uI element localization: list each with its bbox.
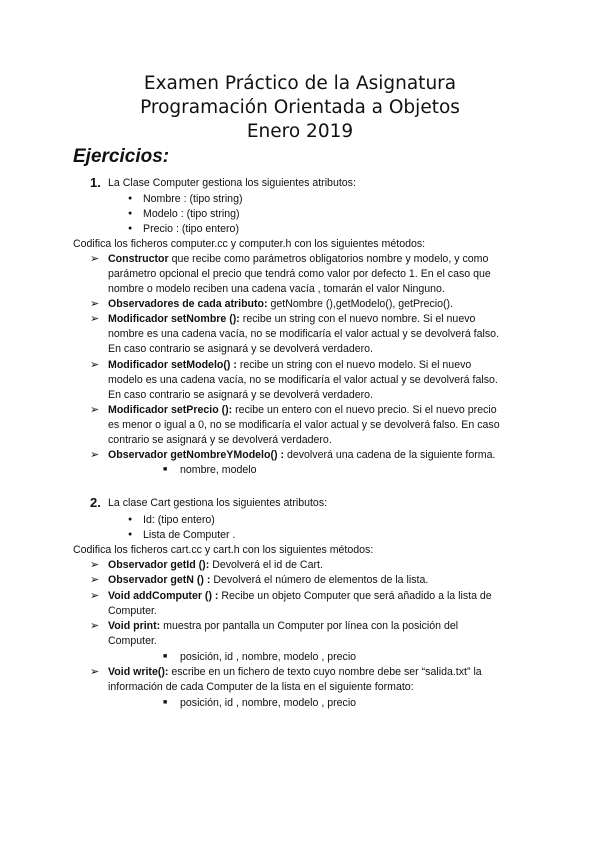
- ex2-method-4-line-2: Computer.: [108, 635, 157, 647]
- ex1-method-5-line-3: contrario se asignará y se devolverá verdadero.: [108, 434, 332, 446]
- square-bullet-icon: ■: [163, 653, 168, 660]
- ex1-codifica: Codifica los ficheros computer.cc y computer.h con los siguientes métodos:: [73, 238, 426, 250]
- exercise-2-number: 2.: [90, 495, 101, 510]
- title-line-2: Programación Orientada a Objetos: [140, 97, 460, 118]
- ex2-method-2: Observador getN () : Devolverá el número de elementos de la lista.: [108, 574, 429, 586]
- arrow-icon: ➢: [90, 359, 100, 371]
- bullet-icon: ●: [128, 516, 133, 523]
- ex2-attr-2: Lista de Computer .: [143, 529, 236, 541]
- ex1-method-1-line-3: nombre o modelo reciben una cadena vacía , tomarán el valor Ninguno.: [108, 283, 445, 295]
- ex2-codifica: Codifica los ficheros cart.cc y cart.h con los siguientes métodos:: [73, 544, 374, 556]
- ex1-attr-2: Modelo : (tipo string): [143, 208, 240, 220]
- bullet-icon: ●: [128, 531, 133, 538]
- ex1-method-4-line-2: modelo es una cadena vacía, no se modificaría el valor actual y se devolverá falso.: [108, 374, 498, 386]
- ex1-method-4-line-3: En caso contrario se asignará y se devolverá verdadero.: [108, 389, 373, 401]
- ex2-method-3-line-2: Computer.: [108, 605, 157, 617]
- ex2-method-4-format: posición, id , nombre, modelo , precio: [180, 651, 357, 663]
- arrow-icon: ➢: [90, 253, 100, 265]
- arrow-icon: ➢: [90, 590, 100, 602]
- arrow-icon: ➢: [90, 559, 100, 571]
- ex1-method-3-line-2: nombre es una cadena vacía, no se modificaría el valor actual y se devolverá falso.: [108, 328, 500, 340]
- section-heading: Ejercicios:: [73, 146, 170, 167]
- arrow-icon: ➢: [90, 449, 100, 461]
- ex1-method-2: Observadores de cada atributo: getNombre (),getModelo(), getPrecio().: [108, 298, 454, 310]
- ex2-method-4: Void print: muestra por pantalla un Computer por línea con la posición del: [108, 620, 459, 632]
- arrow-icon: ➢: [90, 404, 100, 416]
- ex2-method-3: Void addComputer () : Recibe un objeto Computer que será añadido a la lista de: [108, 590, 492, 602]
- ex1-method-1: Constructor que recibe como parámetros obligatorios nombre y modelo, y como: [108, 253, 489, 265]
- ex1-method-1-line-2: parámetro opcional el precio que tendrá como valor por defecto 1. En el caso que: [108, 268, 491, 280]
- exercise-1-intro: La Clase Computer gestiona los siguientes atributos:: [108, 177, 356, 189]
- title-line-3: Enero 2019: [246, 121, 354, 142]
- ex1-attr-3: Precio : (tipo entero): [143, 223, 239, 235]
- ex1-method-3-line-3: En caso contrario se asignará y se devolverá verdadero.: [108, 343, 373, 355]
- exercise-2-intro: La clase Cart gestiona los siguientes atributos:: [108, 497, 328, 509]
- bullet-icon: ●: [128, 195, 133, 202]
- arrow-icon: ➢: [90, 298, 100, 310]
- square-bullet-icon: ■: [163, 699, 168, 706]
- bullet-icon: ●: [128, 225, 133, 232]
- ex1-method-5: Modificador setPrecio (): recibe un entero con el nuevo precio. Si el nuevo precio: [108, 404, 497, 416]
- ex1-method-4: Modificador setModelo() : recibe un string con el nuevo modelo. Si el nuevo: [108, 359, 472, 371]
- ex2-method-5: Void write(): escribe en un fichero de texto cuyo nombre debe ser “salida.txt” la: [108, 666, 482, 678]
- arrow-icon: ➢: [90, 666, 100, 678]
- ex1-method-3: Modificador setNombre (): recibe un string con el nuevo nombre. Si el nuevo: [108, 313, 476, 325]
- title-line-1: Examen Práctico de la Asignatura: [143, 73, 457, 94]
- ex1-method-6-format: nombre, modelo: [180, 464, 257, 476]
- ex2-attr-1: Id: (tipo entero): [143, 514, 215, 526]
- exercise-1-number: 1.: [90, 175, 101, 190]
- arrow-icon: ➢: [90, 620, 100, 632]
- ex1-method-5-line-2: es menor o igual a 0, no se modificaría el valor actual y se devolverá falso. En caso: [108, 419, 500, 431]
- ex1-method-6: Observador getNombreYModelo() : devolverá una cadena de la siguiente forma.: [108, 449, 496, 461]
- ex2-method-1: Observador getId (): Devolverá el id de Cart.: [108, 559, 323, 571]
- arrow-icon: ➢: [90, 574, 100, 586]
- ex2-method-5-line-2: información de cada Computer de la lista en el siguiente formato:: [108, 681, 414, 693]
- ex2-method-5-format: posición, id , nombre, modelo , precio: [180, 697, 357, 709]
- ex1-attr-1: Nombre : (tipo string): [143, 193, 243, 205]
- bullet-icon: ●: [128, 210, 133, 217]
- arrow-icon: ➢: [90, 313, 100, 325]
- square-bullet-icon: ■: [163, 466, 168, 473]
